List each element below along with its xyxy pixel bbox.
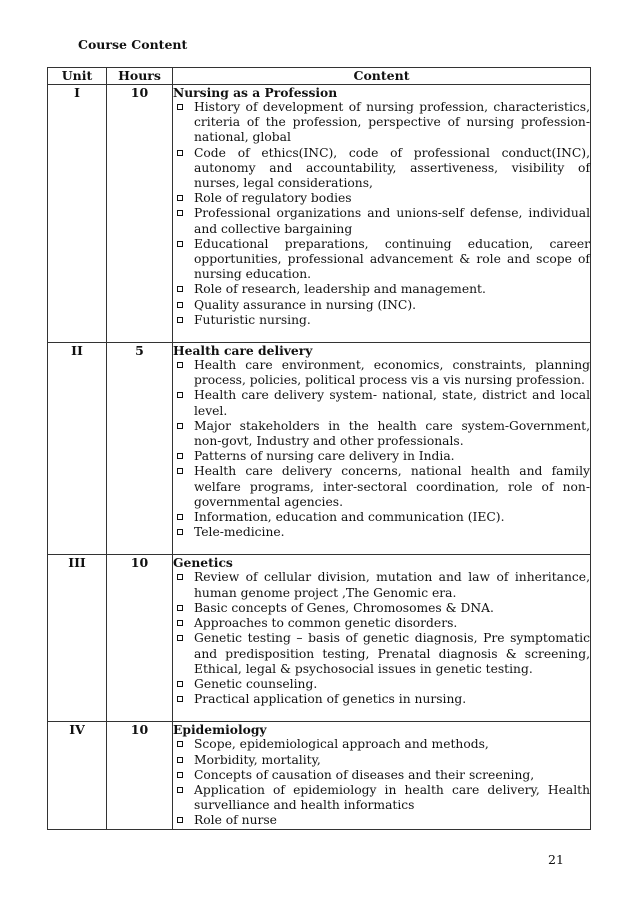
hours-cell: 10 <box>107 85 173 343</box>
list-item-text: Health care environment, economics, constraints, planning process, policies, political process vis a vis nursing profession. <box>194 358 590 388</box>
square-bullet-icon <box>177 574 183 580</box>
square-bullet-icon <box>177 514 183 520</box>
list-item <box>173 601 590 616</box>
list-item <box>173 570 590 600</box>
square-bullet-icon <box>177 317 183 323</box>
list-item-text: Quality assurance in nursing (INC). <box>194 297 417 312</box>
row-spacer <box>173 540 590 554</box>
square-bullet-icon <box>177 817 183 823</box>
list-item-text: Genetic counseling. <box>194 676 318 691</box>
list-item-text: Major stakeholders in the health care system-Government, non-govt, Industry and other professionals. <box>194 418 590 449</box>
table-row <box>48 722 591 829</box>
square-bullet-icon <box>177 302 183 308</box>
list-item-text: Code of ethics(INC), code of professional conduct(INC), autonomy and accountability, assertiveness, visibility of nurses, legal considerations, <box>194 145 590 191</box>
square-bullet-icon <box>177 362 183 368</box>
square-bullet-icon <box>177 104 183 110</box>
content-cell <box>173 85 591 343</box>
list-item <box>173 464 590 510</box>
unit-topic-title: Genetics <box>173 555 233 571</box>
square-bullet-icon <box>177 423 183 429</box>
content-cell <box>173 722 591 829</box>
hours-cell: 5 <box>107 343 173 555</box>
list-item <box>173 191 590 206</box>
list-item-text: Role of nurse <box>194 813 277 828</box>
square-bullet-icon <box>177 620 183 626</box>
square-bullet-icon <box>177 241 183 247</box>
list-item <box>173 388 590 418</box>
list-item-text: Application of epidemiology in health care delivery, Health survelliance and health informatics <box>194 782 590 813</box>
square-bullet-icon <box>177 468 183 474</box>
list-item <box>173 737 590 752</box>
list-item-text: Review of cellular division, mutation and law of inheritance, human genome project ,The Genomic era. <box>194 570 590 600</box>
header-content: Content <box>173 68 591 85</box>
square-bullet-icon <box>177 210 183 216</box>
list-item <box>173 692 590 707</box>
square-bullet-icon <box>177 696 183 702</box>
list-item <box>173 768 590 783</box>
list-item <box>173 783 590 813</box>
list-item-text: Educational preparations, continuing education, career opportunities, professional advancement & role and scope of nursing education. <box>194 236 590 282</box>
list-item-text: Genetic testing – basis of genetic diagnosis, Pre symptomatic and predisposition testing, Prenatal diagnosis & screening, Ethical, legal & psychosocial issues in genetic testing. <box>194 631 590 676</box>
table-header-row <box>48 68 591 85</box>
unit-topic-title: Health care delivery <box>173 343 313 359</box>
table-body <box>48 85 591 830</box>
list-item <box>173 510 590 525</box>
square-bullet-icon <box>177 286 183 292</box>
list-item <box>173 237 590 283</box>
square-bullet-icon <box>177 529 183 535</box>
list-item-text: Morbidity, mortality, <box>194 752 321 767</box>
square-bullet-icon <box>177 757 183 763</box>
list-item <box>173 419 590 449</box>
square-bullet-icon <box>177 392 183 398</box>
unit-topic-title: Epidemiology <box>173 722 267 738</box>
square-bullet-icon <box>177 453 183 459</box>
page-heading: Course Content <box>78 37 188 52</box>
list-item-text: Tele-medicine. <box>194 525 285 540</box>
square-bullet-icon <box>177 787 183 793</box>
list-item <box>173 631 590 677</box>
unit-topic-title: Nursing as a Profession <box>173 85 338 100</box>
list-item <box>173 525 590 540</box>
hours-cell: 10 <box>107 555 173 722</box>
list-item <box>173 358 590 388</box>
square-bullet-icon <box>177 772 183 778</box>
unit-cell: III <box>48 555 107 722</box>
list-item <box>173 449 590 464</box>
square-bullet-icon <box>177 681 183 687</box>
topic-list <box>173 737 590 828</box>
square-bullet-icon <box>177 150 183 156</box>
row-spacer <box>173 707 590 721</box>
list-item-text: Scope, epidemiological approach and methods, <box>194 737 489 752</box>
table-row <box>48 555 591 722</box>
unit-cell: IV <box>48 722 107 829</box>
unit-cell: II <box>48 343 107 555</box>
list-item <box>173 100 590 146</box>
course-content-table <box>47 67 591 830</box>
unit-cell: I <box>48 85 107 343</box>
list-item-text: Health care delivery system- national, state, district and local level. <box>194 388 590 418</box>
header-unit: Unit <box>48 68 107 85</box>
content-cell <box>173 343 591 555</box>
square-bullet-icon <box>177 605 183 611</box>
row-spacer <box>173 328 590 342</box>
list-item <box>173 282 590 297</box>
hours-cell: 10 <box>107 722 173 829</box>
header-hours: Hours <box>107 68 173 85</box>
list-item <box>173 677 590 692</box>
table-row <box>48 343 591 555</box>
topic-list <box>173 570 590 707</box>
list-item-text: Practical application of genetics in nursing. <box>194 692 467 707</box>
list-item-text: History of development of nursing profession, characteristics, criteria of the profession, perspective of nursing profession-national, global <box>194 100 590 145</box>
content-cell <box>173 555 591 722</box>
square-bullet-icon <box>177 195 183 201</box>
list-item-text: Health care delivery concerns, national health and family welfare programs, inter-sectoral coordination, role of non-governmental agencies. <box>194 464 590 509</box>
square-bullet-icon <box>177 635 183 641</box>
list-item <box>173 206 590 236</box>
list-item <box>173 298 590 313</box>
list-item <box>173 313 590 328</box>
list-item-text: Concepts of causation of diseases and their screening, <box>194 767 535 782</box>
list-item-text: Basic concepts of Genes, Chromosomes & DNA. <box>194 600 494 615</box>
list-item-text: Approaches to common genetic disorders. <box>194 616 458 631</box>
topic-list <box>173 100 590 328</box>
square-bullet-icon <box>177 741 183 747</box>
list-item <box>173 753 590 768</box>
list-item-text: Role of regulatory bodies <box>194 191 352 206</box>
list-item-text: Futuristic nursing. <box>194 312 311 327</box>
table-row <box>48 85 591 343</box>
list-item <box>173 146 590 192</box>
list-item-text: Professional organizations and unions-self defense, individual and collective bargaining <box>194 206 590 236</box>
list-item <box>173 813 590 828</box>
list-item-text: Patterns of nursing care delivery in India. <box>194 449 455 464</box>
list-item-text: Role of research, leadership and management. <box>194 282 486 297</box>
list-item-text: Information, education and communication (IEC). <box>194 510 505 525</box>
list-item <box>173 616 590 631</box>
page-number: 21 <box>548 852 564 867</box>
topic-list <box>173 358 590 540</box>
